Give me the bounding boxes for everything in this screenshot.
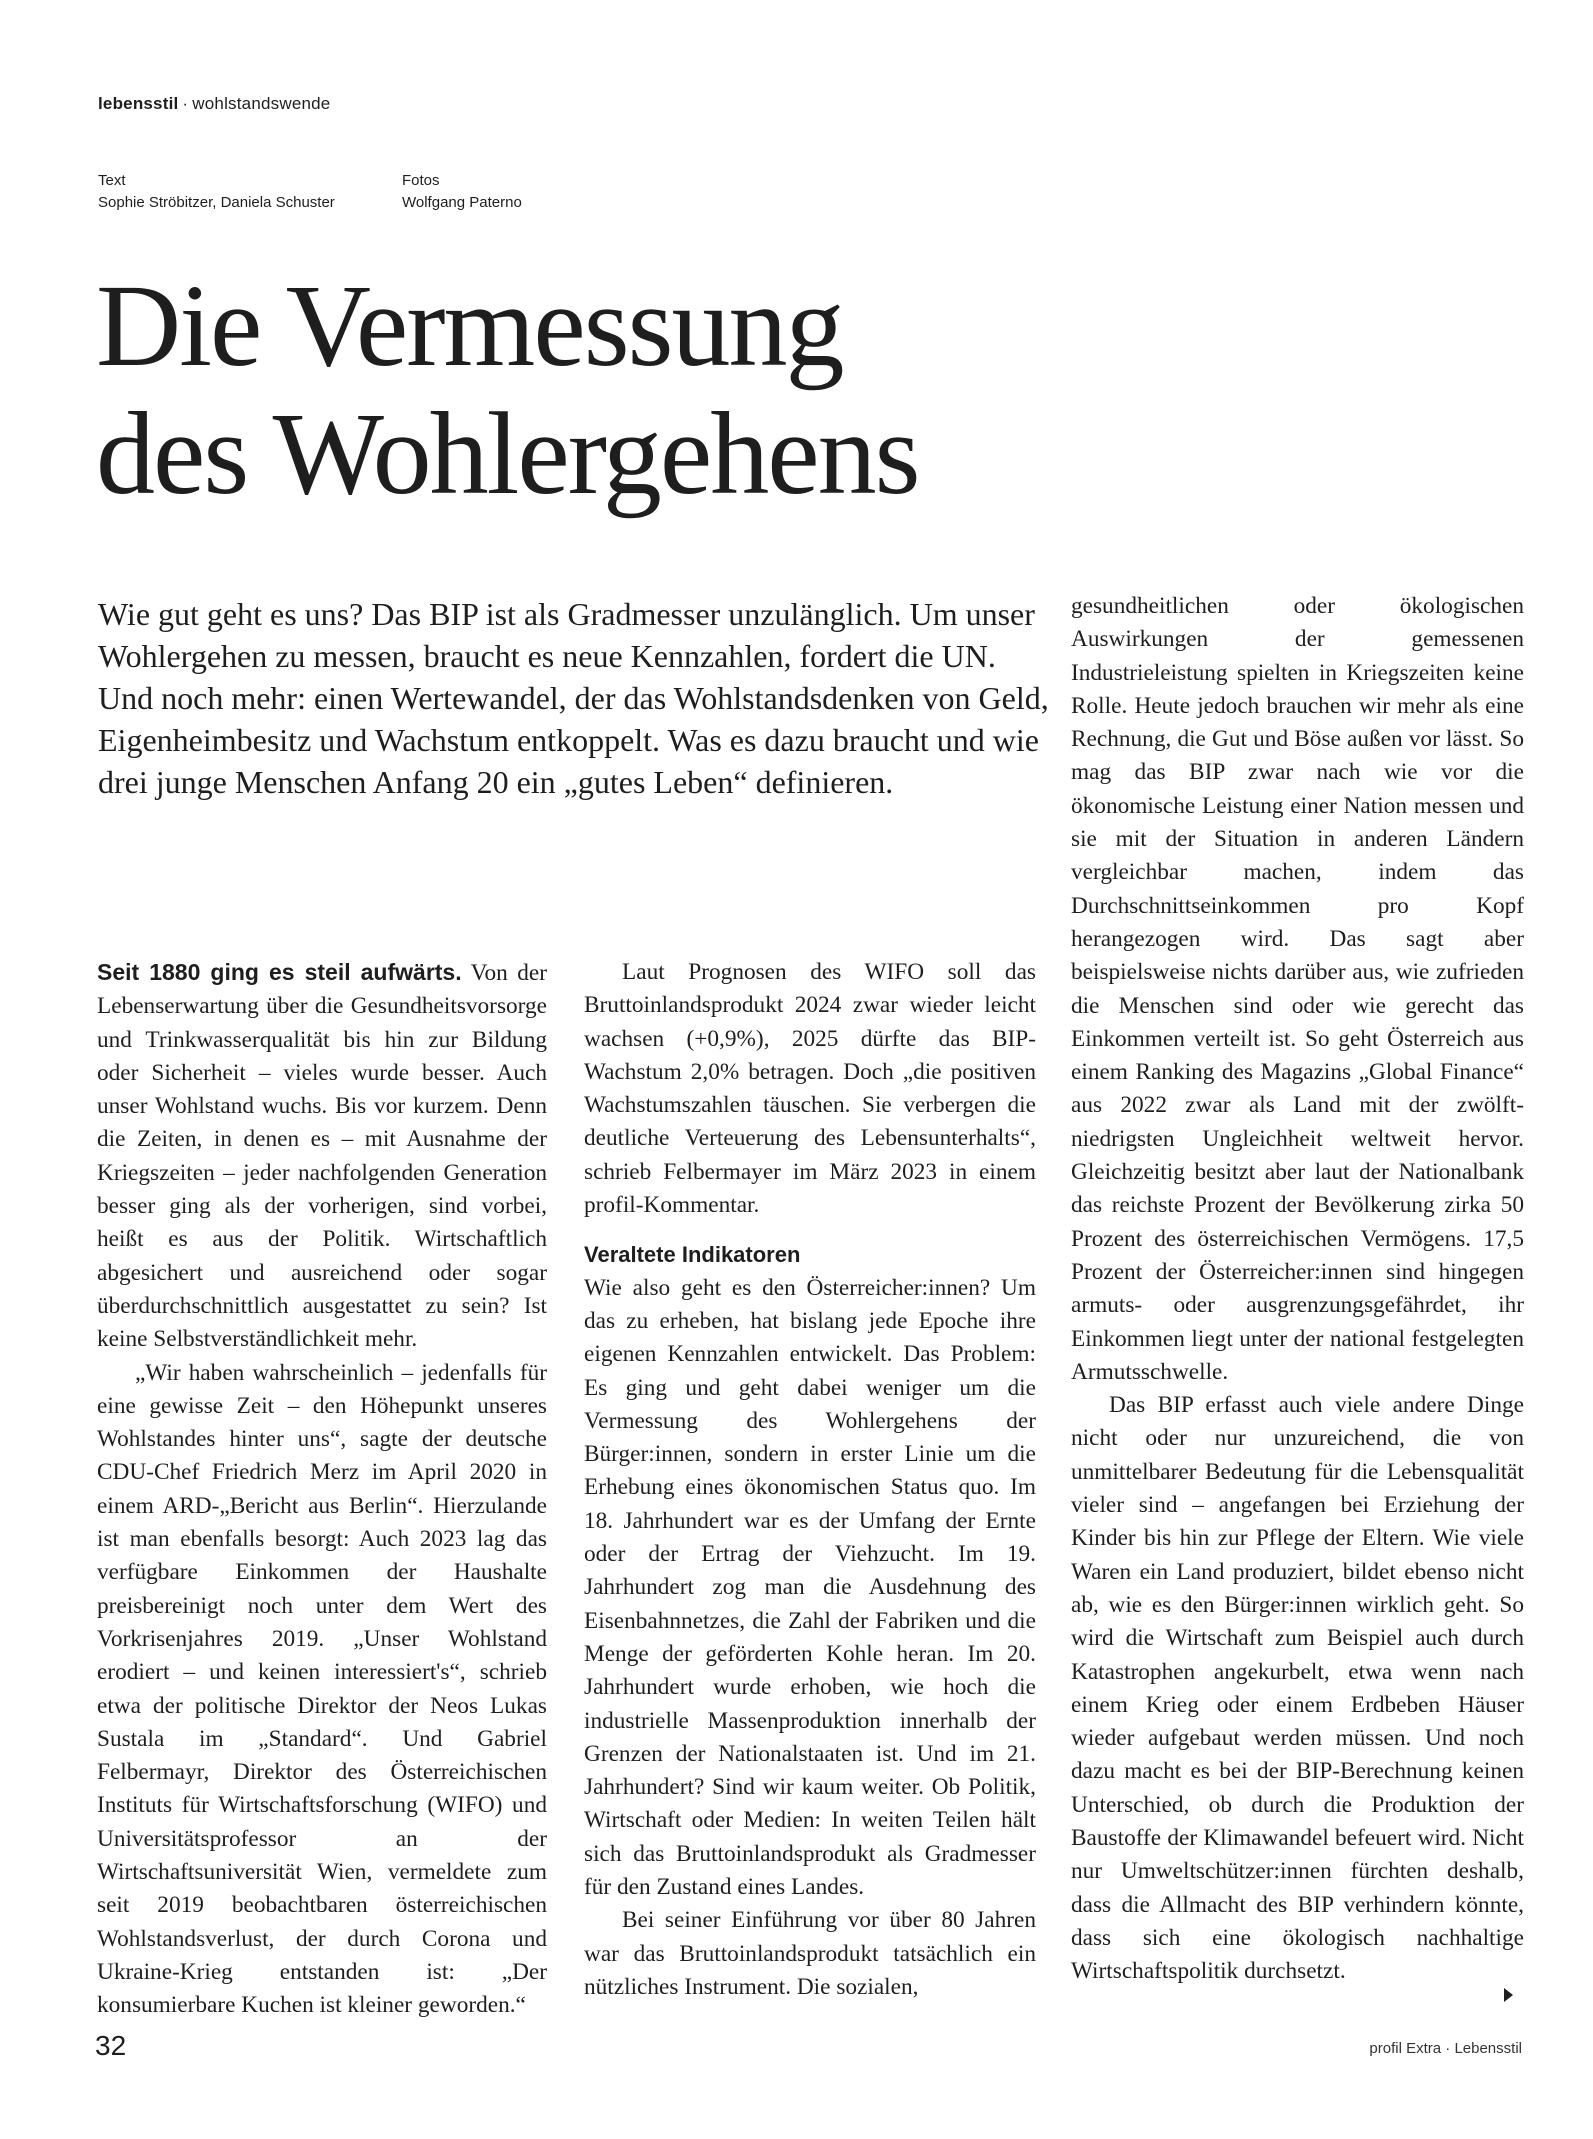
paragraph-1-text: Von der Lebenserwartung über die Gesundheitsvorsorge und Trinkwasserqualität bis hin zur Bildung oder Sicherheit – vieles wurde besser. Auch unser Wohlstand wuchs. Bis vor kurzem. Denn die Zeiten, in denen es – mit Ausnahme der Kriegszeiten – jeder nachfolgenden Generation besser ging als der vorherigen, sind vorbei, heißt es aus der Politik. Wirtschaftlich abgesichert und ausreichend oder sogar überdurchschnittlich ausgestattet zu sein? Ist keine Selbstverständlichkeit mehr.: [97, 960, 547, 1353]
article-title-line-1: Die Vermessung: [96, 260, 843, 391]
publication-footer: profil Extra · Lebensstil: [1369, 2040, 1522, 2057]
text-credit-authors: Sophie Ströbitzer, Daniela Schuster: [98, 194, 335, 211]
text-credit: [98, 170, 335, 214]
body-column-3: [1071, 590, 1524, 1988]
paragraph-5: Bei seiner Einführung vor über 80 Jahren war das Bruttoinlandsprodukt tatsächlich ein nützliches Instrument. Die sozialen,: [584, 1907, 1036, 2000]
section-label: lebensstil: [98, 94, 179, 113]
lead-in: Seit 1880 ging es steil aufwärts.: [97, 959, 462, 985]
photo-credit: [402, 170, 522, 214]
continue-arrow-icon: [1504, 1988, 1513, 2002]
subheading: Veraltete Indikatoren: [584, 1242, 801, 1268]
page-number: 32: [95, 2030, 127, 2061]
photo-credit-label: Fotos: [402, 172, 440, 189]
paragraph-3: Laut Prognosen des WIFO soll das Bruttoinlandsprodukt 2024 zwar wieder leicht wachsen (+0,9%), 2025 dürfte das BIP-Wachstum 2,0% betragen. Doch „die positiven Wachstumszahlen täuschen. Sie verbergen die deutliche Verteuerung des Lebensunterhalts“, schrieb Felbermayer im März 2023 in einem profil-Kommentar.: [584, 959, 1036, 1219]
body-column-2: [584, 956, 1036, 2004]
paragraph-2: „Wir haben wahrscheinlich – jedenfalls für eine gewisse Zeit – den Höhepunkt unseres Wohlstandes hinter uns“, sagte der deutsche CDU-Chef Friedrich Merz im April 2020 in einem ARD-„Bericht aus Berlin“. Hierzulande ist man ebenfalls besorgt: Auch 2023 lag das verfügbare Einkommen der Haushalte preisbereinigt noch unter dem Wert des Vorkrisenjahres 2019. „Unser Wohlstand erodiert – und keinen interessiert's“, schrieb etwa der politische Direktor der Neos Lukas Sustala im „Standard“. Und Gabriel Felbermayr, Direktor des Österreichischen Instituts für Wirtschaftsforschung (WIFO) und Universitätsprofessor an der Wirtschaftsuniversität Wien, vermeldete zum seit 2019 beobachtbaren österreichischen Wohlstandsverlust, der durch Corona und Ukraine-Krieg entstanden ist: „Der konsumierbare Kuchen ist kleiner geworden.“: [97, 1359, 547, 2019]
text-credit-label: Text: [98, 172, 126, 189]
article-title-line-2: des Wohlergehens: [96, 388, 919, 519]
body-column-1: [97, 956, 547, 2023]
paragraph-4: Wie also geht es den Österreicher:innen? Um das zu erheben, hat bislang jede Epoche ihre eigenen Kennzahlen entwickelt. Das Problem: Es ging und geht dabei weniger um die Vermessung des Wohlergehens der Bürger:innen, sondern in erster Linie um die Erhebung eines ökonomischen Status quo. Im 18. Jahrhundert war es der Umfang der Ernte oder der Ertrag der Viehzucht. Im 19. Jahrhundert zog man die Ausdehnung des Eisenbahnnetzes, die Zahl der Fabriken und die Menge der geförderten Kohle heran. Im 20. Jahrhundert wurde erhoben, wie hoch die industrielle Massenproduktion innerhalb der Grenzen der Nationalstaaten ist. Und im 21. Jahrhundert? Sind wir kaum weiter. Ob Politik, Wirtschaft oder Medien: In weiten Teilen hält sich das Bruttoinlandsprodukt als Gradmesser für den Zustand eines Landes.: [584, 1274, 1036, 1901]
paragraph-1: [97, 956, 547, 1357]
topic-label: wohlstandswende: [192, 94, 331, 113]
article-lead: Wie gut geht es uns? Das BIP ist als Gradmesser unzulänglich. Um unser Wohlergehen zu messen, braucht es neue Kennzahlen, fordert die UN. Und noch mehr: einen Wertewandel, der das Wohlstandsdenken von Geld, Eigenheimbesitz und Wachstum entkoppelt. Was es dazu braucht und wie drei junge Menschen Anfang 20 ein „gutes Leben“ definieren.: [98, 596, 1049, 800]
photo-credit-author: Wolfgang Paterno: [402, 194, 522, 211]
paragraph-7: Das BIP erfasst auch viele andere Dinge nicht oder nur unzureichend, die von unmittelbarer Bedeutung für die Lebensqualität vieler sind – angefangen bei Erziehung der Kinder bis hin zur Pflege der Eltern. Wie viele Waren ein Land produziert, bildet ebenso nicht ab, wie es den Bürger:innen wirklich geht. So wird die Wirtschaft zum Beispiel auch durch Katastrophen angekurbelt, etwa wenn nach einem Krieg oder einem Erdbeben Häuser wieder aufgebaut werden müssen. Und noch dazu macht es bei der BIP-Berechnung keinen Unterschied, ob durch die Produktion der Baustoffe der Klimawandel befeuert wird. Nicht nur Umweltschützer:innen fürchten deshalb, dass die Allmacht des BIP verhindern könnte, dass sich eine ökologisch nachhaltige Wirtschaftspolitik durchsetzt.: [1071, 1392, 1524, 1985]
section-rubric: [98, 94, 330, 114]
paragraph-6: gesundheitlichen oder ökologischen Auswirkungen der gemessenen Industrieleistung spielten in Kriegszeiten keine Rolle. Heute jedoch brauchen wir mehr als eine Rechnung, die Gut und Böse außen vor lässt. So mag das BIP zwar nach wie vor die ökonomische Leistung einer Nation messen und sie mit der Situation in anderen Ländern vergleichbar machen, indem das Durchschnittseinkommen pro Kopf herangezogen wird. Das sagt aber beispielsweise nichts darüber aus, wie zufrieden die Menschen sind oder wie gerecht das Einkommen verteilt ist. So geht Österreich aus einem Ranking des Magazins „Global Finance“ aus 2022 zwar als Land mit der zwölft-niedrigsten Ungleichheit weltweit hervor. Gleichzeitig besitzt aber laut der Nationalbank das reichste Prozent der Bevölkerung zirka 50 Prozent des österreichischen Vermögens. 17,5 Prozent der Österreicher:innen sind hingegen armuts- oder ausgrenzungsgefährdet, ihr Einkommen liegt unter der national festgelegten Armutsschwelle.: [1071, 593, 1524, 1385]
article-title: [96, 262, 1196, 518]
rubric-separator: ·: [182, 94, 189, 113]
